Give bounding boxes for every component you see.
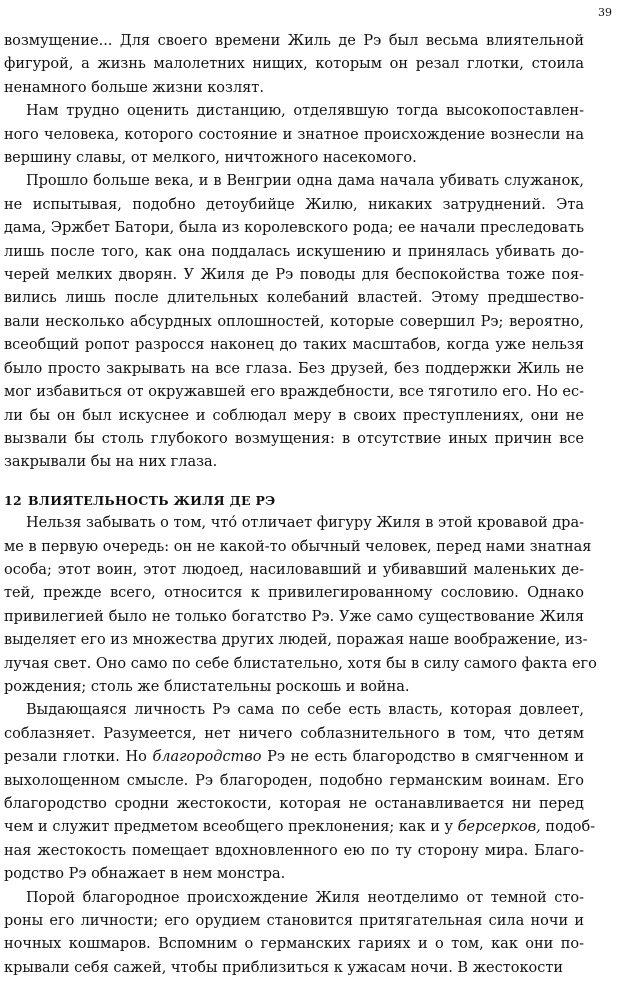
text-line: ме в первую очередь: он не какой-то обычный человек, перед нами знатная: [4, 538, 592, 555]
text-line: выхолощенном смысле. Рэ благороден, подобно германским воинам. Его: [4, 772, 584, 789]
section-heading: [4, 489, 584, 512]
text-line: ли бы он был искуснее и соблюдал меру в своих преступлениях, они не: [4, 407, 584, 424]
text-line: рождения; столь же блистательны роскошь и война.: [4, 678, 410, 695]
paragraph: [4, 100, 584, 170]
paragraph: [4, 30, 584, 100]
text-line: Порой благородное происхождение Жиля неотделимо от темной сто-: [26, 889, 584, 906]
text-line: Нельзя забывать о том, что́ отличает фигуру Жиля в этой кровавой дра-: [26, 515, 584, 532]
page-body: [4, 30, 597, 980]
paragraph: [4, 170, 584, 474]
text-line: вершину славы, от мелкого, ничтожного насекомого.: [4, 150, 417, 167]
text-line: Выдающаяся личность Рэ сама по себе есть власть, которая довлеет,: [26, 702, 584, 719]
text-line: благородство сродни жестокости, которая не останавливается ни перед: [4, 796, 584, 812]
paragraph: [4, 887, 584, 981]
paragraphs-before-section: [4, 30, 584, 475]
paragraphs-after-section: [4, 512, 597, 980]
text-line: возмущение... Для своего времени Жиль де Рэ был весьма влиятельной: [4, 33, 584, 49]
text-line: не испытывая, подобно детоубийце Жилю, никаких затруднений. Эта: [4, 196, 584, 213]
text-line: вали несколько абсурдных оплошностей, которые совершил Рэ; вероятно,: [4, 313, 584, 330]
paragraph: [4, 699, 596, 886]
text-line: ненамного больше жизни козлят.: [4, 79, 264, 96]
text-line: привилегией было не только богатство Рэ. Уже само существование Жиля: [4, 608, 584, 625]
text-line: особа; этот воин, этот людоед, насиловавший и убивавший маленьких де-: [4, 561, 584, 578]
section-number: 12: [4, 492, 22, 508]
text-line: роны его личности; его орудием становится притягательная сила ночи и: [4, 913, 584, 930]
text-line: родство Рэ обнажает в нем монстра.: [4, 866, 286, 883]
text-line: чем и служит предметом всеобщего преклонения; как и у берсерков, подоб-: [4, 819, 596, 836]
text-line: соблазняет. Разумеется, нет ничего соблазнительного в том, что детям: [4, 725, 584, 742]
text-line: крывали себя сажей, чтобы приблизиться к ужасам ночи. В жестокости: [4, 959, 564, 976]
text-line: лишь после того, как она поддалась искушению и принялась убивать до-: [4, 243, 584, 260]
text-line: резали глотки. Но благородство Рэ не есть благородство в смягченном и: [4, 749, 584, 766]
text-line: закрывали бы на них глаза.: [4, 454, 218, 471]
text-line: дама, Эржбет Батори, была из королевского рода; ее начали преследовать: [4, 220, 584, 237]
text-line: мог избавиться от окружавшей его враждебности, все тяготило его. Но ес-: [4, 384, 584, 401]
paragraph: [4, 512, 597, 699]
text-line: всеобщий ропот разросся наконец до таких масштабов, когда уже нельзя: [4, 337, 584, 354]
text-line: ночных кошмаров. Вспомним о германских гариях и о том, как они по-: [4, 936, 584, 953]
text-line: фигурой, а жизнь малолетних нищих, которым он резал глотки, стоила: [4, 56, 584, 73]
text-line: вились лишь после длительных колебаний властей. Этому предшество-: [4, 290, 584, 307]
text-line: вызвали бы столь глубокого возмущения: в отсутствие иных причин все: [4, 430, 584, 447]
text-line: выделяет его из множества других людей, поражая наше воображение, из-: [4, 632, 588, 649]
text-line: черей мелких дворян. У Жиля де Рэ поводы для беспокойства тоже поя-: [4, 267, 584, 284]
text-line: тей, прежде всего, относится к привилегированному сословию. Однако: [4, 585, 584, 602]
text-line: лучая свет. Оно само по себе блистательно, хотя бы в силу самого факта его: [4, 655, 597, 672]
section-title: ВЛИЯТЕЛЬНОСТЬ ЖИЛЯ ДЕ РЭ: [28, 492, 276, 508]
text-line: Нам трудно оценить дистанцию, отделявшую тогда высокопоставлен-: [26, 103, 584, 120]
text-line: было просто закрывать на все глаза. Без друзей, без поддержки Жиль не: [4, 360, 584, 377]
text-line: ная жестокость помещает вдохновленного ею по ту сторону мира. Благо-: [4, 842, 584, 859]
text-line: Прошло больше века, и в Венгрии одна дама начала убивать служанок,: [26, 173, 584, 190]
text-line: ного человека, которого состояние и знатное происхождение вознесли на: [4, 126, 584, 143]
page-number: 39: [598, 6, 612, 19]
